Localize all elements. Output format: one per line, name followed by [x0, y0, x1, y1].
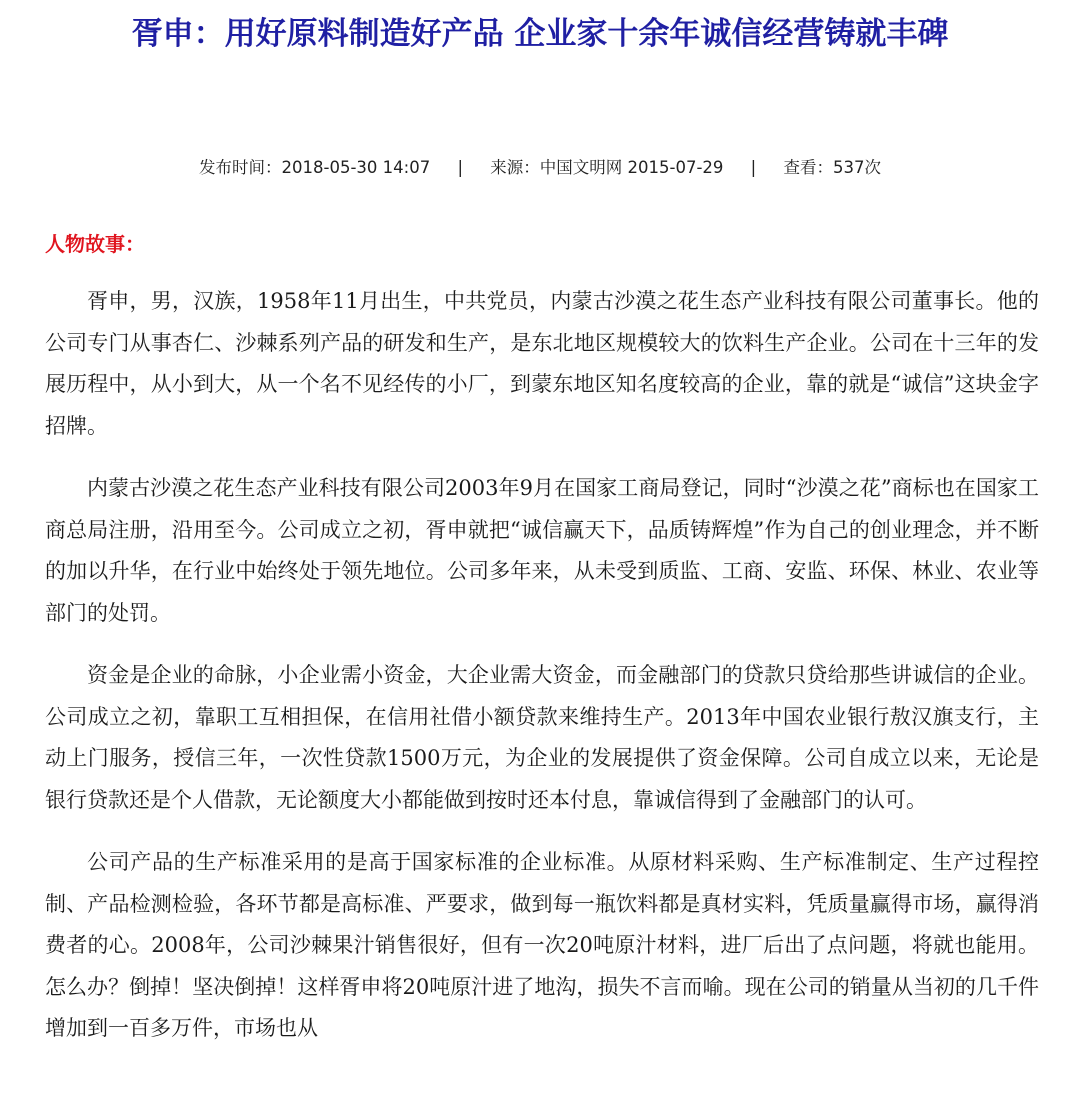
- article-title: 胥申：用好原料制造好产品 企业家十余年诚信经营铸就丰碑: [131, 16, 949, 52]
- article-source: 来源：中国文明网 2015-07-29: [490, 158, 724, 177]
- view-count: 查看：537次: [783, 158, 881, 177]
- publish-time: 发布时间：2018-05-30 14:07: [199, 158, 431, 177]
- meta-separator: |: [750, 158, 757, 177]
- section-heading: 人物故事：: [45, 232, 145, 256]
- article-paragraph: 胥申，男，汉族，1958年11月出生，中共党员，内蒙古沙漠之花生态产业科技有限公司董事长。他的公司专门从事杏仁、沙棘系列产品的研发和生产，是东北地区规模较大的饮料生产企业。公司在十三年的发展历程中，从小到大，从一个名不见经传的小厂，到蒙东地区知名度较高的企业，靠的就是“诚信”这块金字招牌。: [45, 289, 1039, 438]
- article-body: [45, 281, 1039, 1071]
- article-paragraph: 内蒙古沙漠之花生态产业科技有限公司2003年9月在国家工商局登记，同时“沙漠之花”商标也在国家工商总局注册，沿用至今。公司成立之初，胥申就把“诚信赢天下，品质铸辉煌”作为自己的创业理念，并不断的加以升华，在行业中始终处于领先地位。公司多年来，从未受到质监、工商、安监、环保、林业、农业等部门的处罚。: [45, 476, 1039, 625]
- article-paragraph: 公司产品的生产标准采用的是高于国家标准的企业标准。从原材料采购、生产标准制定、生产过程控制、产品检测检验，各环节都是高标准、严要求，做到每一瓶饮料都是真材实料，凭质量赢得市场，赢得消费者的心。2008年，公司沙棘果汁销售很好，但有一次20吨原汁材料，进厂后出了点问题，将就也能用。怎么办？倒掉！坚决倒掉！这样胥申将20吨原汁进了地沟，损失不言而喻。现在公司的销量从当初的几千件增加到一百多万件，市场也从: [45, 850, 1039, 1040]
- article-paragraph: 资金是企业的命脉，小企业需小资金，大企业需大资金，而金融部门的贷款只贷给那些讲诚信的企业。公司成立之初，靠职工互相担保，在信用社借小额贷款来维持生产。2013年中国农业银行敖汉旗支行，主动上门服务，授信三年，一次性贷款1500万元，为企业的发展提供了资金保障。公司自成立以来，无论是银行贷款还是个人借款，无论额度大小都能做到按时还本付息，靠诚信得到了金融部门的认可。: [45, 663, 1039, 812]
- meta-separator: |: [457, 158, 464, 177]
- article-meta-bar: [0, 154, 1080, 182]
